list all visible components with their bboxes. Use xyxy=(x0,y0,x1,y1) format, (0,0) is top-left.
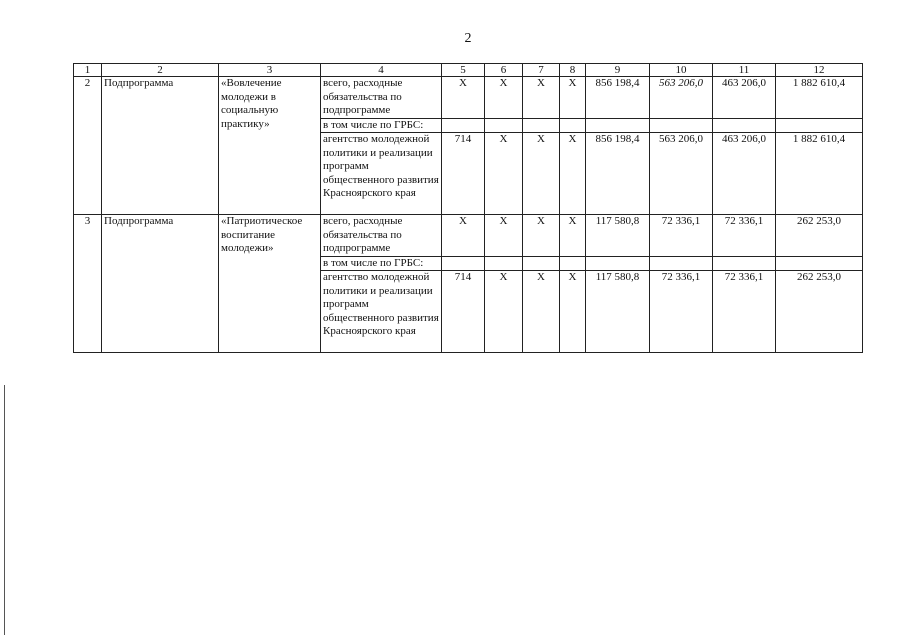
rzpr-cell: X xyxy=(485,77,523,119)
empty-cell xyxy=(523,256,560,271)
rzpr-cell: X xyxy=(485,271,523,353)
year-2014-cell: 117 580,8 xyxy=(586,271,650,353)
empty-cell xyxy=(485,118,523,133)
total-label: всего, расходные обязательства по подпрограмме xyxy=(321,77,442,119)
rzpr-cell: X xyxy=(485,215,523,257)
csr-cell: X xyxy=(523,133,560,215)
scan-edge-line xyxy=(4,385,5,635)
csr-cell: X xyxy=(523,215,560,257)
column-header: 6 xyxy=(485,64,523,77)
year-2014-cell: 117 580,8 xyxy=(586,215,650,257)
year-2016-cell: 463 206,0 xyxy=(713,77,776,119)
column-header: 11 xyxy=(713,64,776,77)
including-label: в том числе по ГРБС: xyxy=(321,256,442,271)
year-2015-cell: 563 206,0 xyxy=(650,77,713,119)
column-header: 7 xyxy=(523,64,560,77)
year-2014-cell: 856 198,4 xyxy=(586,133,650,215)
sum-cell: 1 882 610,4 xyxy=(776,133,863,215)
empty-cell xyxy=(442,256,485,271)
column-header: 2 xyxy=(102,64,219,77)
agency-label: агентство молодежной политики и реализации программ общественного развития Красноярского края xyxy=(321,271,442,353)
subprogram-name: «Вовлечение молодежи в социальную практику» xyxy=(219,77,321,215)
table-row xyxy=(74,77,863,119)
empty-cell xyxy=(442,118,485,133)
vr-cell: X xyxy=(560,133,586,215)
empty-cell xyxy=(650,256,713,271)
table-row xyxy=(74,215,863,257)
year-2016-cell: 72 336,1 xyxy=(713,215,776,257)
agency-label: агентство молодежной политики и реализации программ общественного развития Красноярского края xyxy=(321,133,442,215)
empty-cell xyxy=(713,256,776,271)
empty-cell xyxy=(485,256,523,271)
csr-cell: X xyxy=(523,271,560,353)
column-header: 1 xyxy=(74,64,102,77)
empty-cell xyxy=(776,256,863,271)
subprogram-name: «Патриотическое воспитание молодежи» xyxy=(219,215,321,353)
including-label: в том числе по ГРБС: xyxy=(321,118,442,133)
page-number: 2 xyxy=(464,31,472,46)
empty-cell xyxy=(586,256,650,271)
column-header: 12 xyxy=(776,64,863,77)
rzpr-cell: X xyxy=(485,133,523,215)
total-label: всего, расходные обязательства по подпрограмме xyxy=(321,215,442,257)
vr-cell: X xyxy=(560,271,586,353)
sum-cell: 262 253,0 xyxy=(776,271,863,353)
column-header: 8 xyxy=(560,64,586,77)
column-header: 5 xyxy=(442,64,485,77)
row-number: 3 xyxy=(74,215,102,353)
year-2016-cell: 463 206,0 xyxy=(713,133,776,215)
vr-cell: X xyxy=(560,77,586,119)
vr-cell: X xyxy=(560,215,586,257)
column-header: 10 xyxy=(650,64,713,77)
grbs-cell: X xyxy=(442,215,485,257)
empty-cell xyxy=(776,118,863,133)
year-2016-cell: 72 336,1 xyxy=(713,271,776,353)
column-header: 3 xyxy=(219,64,321,77)
year-2015-cell: 72 336,1 xyxy=(650,271,713,353)
row-number: 2 xyxy=(74,77,102,215)
year-2015-cell: 72 336,1 xyxy=(650,215,713,257)
empty-cell xyxy=(560,118,586,133)
column-header: 9 xyxy=(586,64,650,77)
empty-cell xyxy=(650,118,713,133)
empty-cell xyxy=(560,256,586,271)
row-status: Подпрограмма xyxy=(102,215,219,353)
empty-cell xyxy=(523,118,560,133)
grbs-cell: 714 xyxy=(442,271,485,353)
year-2015-cell: 563 206,0 xyxy=(650,133,713,215)
column-header: 4 xyxy=(321,64,442,77)
year-2014-cell: 856 198,4 xyxy=(586,77,650,119)
budget-table xyxy=(73,63,863,353)
sum-cell: 262 253,0 xyxy=(776,215,863,257)
grbs-cell: 714 xyxy=(442,133,485,215)
table-header-row xyxy=(74,64,863,77)
grbs-cell: X xyxy=(442,77,485,119)
csr-cell: X xyxy=(523,77,560,119)
row-status: Подпрограмма xyxy=(102,77,219,215)
empty-cell xyxy=(586,118,650,133)
sum-cell: 1 882 610,4 xyxy=(776,77,863,119)
empty-cell xyxy=(713,118,776,133)
